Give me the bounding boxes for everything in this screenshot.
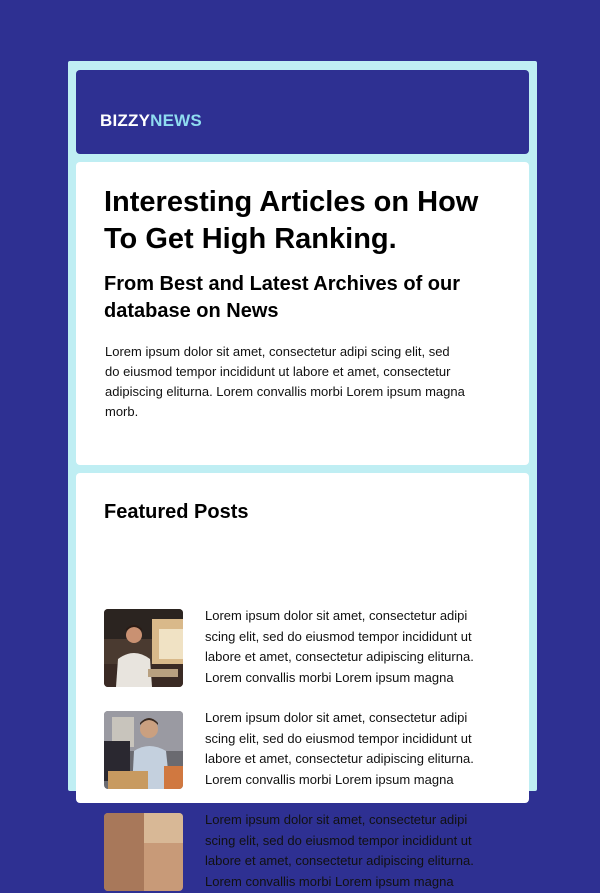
brand-logo-part2: NEWS: [150, 111, 202, 130]
featured-post[interactable]: [104, 609, 504, 689]
post-thumbnail[interactable]: [104, 711, 183, 789]
intro-card: [76, 162, 529, 465]
featured-posts-card: [76, 473, 529, 889]
post-excerpt: Lorem ipsum dolor sit amet, consectetur adipi scing elit, sed do eiusmod tempor incididunt ut labore et amet, consectetur adipiscing eliturna. Lorem convallis morbi Lorem ipsum magna: [205, 812, 474, 889]
intro-body: Lorem ipsum dolor sit amet, consectetur adipi scing elit, sed do eiusmod tempor incididunt ut labore et amet, consectetur adipiscing eliturna. Lorem convallis morbi Lorem ipsum magna morb.: [105, 344, 465, 419]
post-excerpt: Lorem ipsum dolor sit amet, consectetur adipi scing elit, sed do eiusmod tempor incididunt ut labore et amet, consectetur adipiscing eliturna. Lorem convallis morbi Lorem ipsum magna: [205, 608, 474, 685]
intro-title: Interesting Articles on How To Get High Ranking.: [104, 186, 479, 255]
email-frame: [68, 61, 537, 889]
featured-post[interactable]: [104, 711, 504, 791]
brand-logo-part1: BIZZY: [100, 111, 151, 130]
post-excerpt: Lorem ipsum dolor sit amet, consectetur adipi scing elit, sed do eiusmod tempor incididunt ut labore et amet, consectetur adipiscing eliturna. Lorem convallis morbi Lorem ipsum magna: [205, 710, 474, 787]
featured-heading: Featured Posts: [104, 501, 249, 523]
brand-logo[interactable]: [100, 112, 202, 129]
post-thumbnail[interactable]: [104, 813, 183, 891]
intro-subtitle: From Best and Latest Archives of our database on News: [104, 273, 460, 322]
header-banner: [76, 70, 529, 154]
featured-post[interactable]: [104, 813, 504, 893]
post-thumbnail[interactable]: [104, 609, 183, 687]
